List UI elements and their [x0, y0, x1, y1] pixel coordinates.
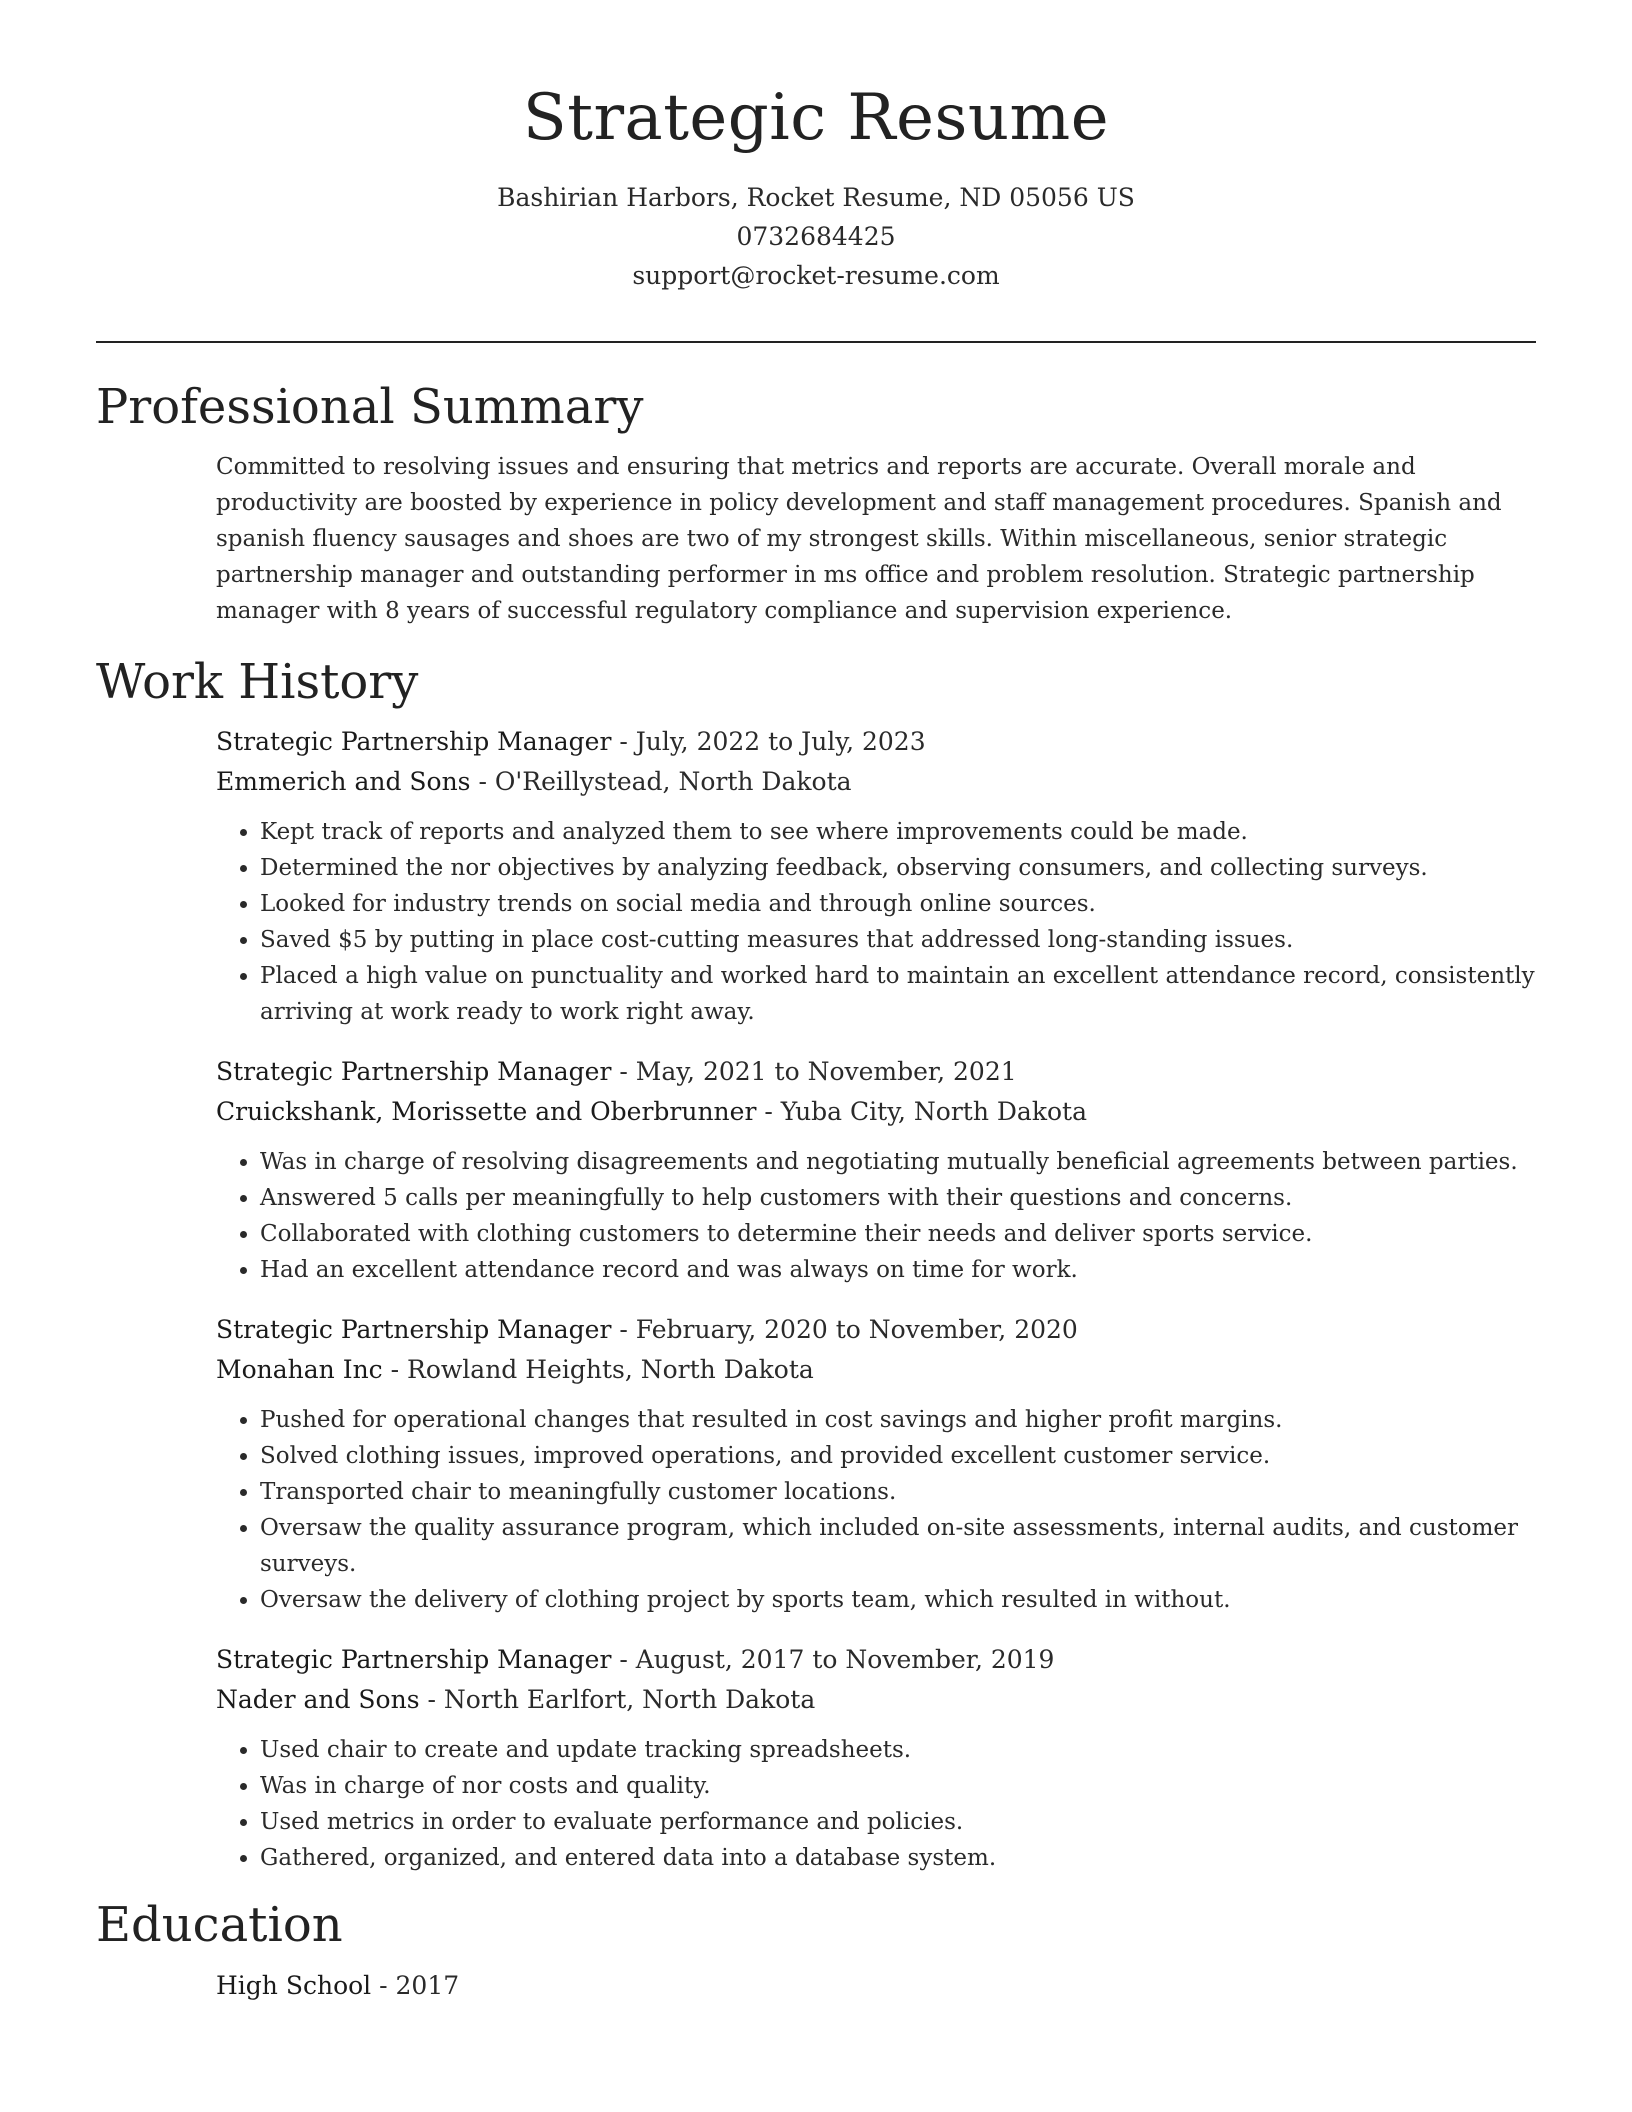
jobs-list [216, 722, 1536, 1876]
contact-address: Bashirian Harbors, Rocket Resume, ND 05056 US [497, 183, 1135, 212]
job-bullet: • Was in charge of nor costs and quality. [260, 1768, 1536, 1804]
resume-header [0, 0, 1632, 295]
job-role: Strategic Partnership Manager [216, 1645, 612, 1675]
job-bullet: • Used chair to create and update tracking spreadsheets. [260, 1732, 1536, 1768]
job-bullet: • Placed a high value on punctuality and worked hard to maintain an excellent attendance record, consistently arriving at work ready to work right away. [260, 958, 1536, 1030]
education-heading: Education [96, 1897, 343, 1954]
job-role: Strategic Partnership Manager [216, 1057, 612, 1087]
separator: - [756, 1097, 781, 1127]
job-title-line [216, 1310, 1536, 1350]
separator: - [419, 1685, 444, 1715]
job-bullets [216, 1144, 1536, 1288]
job-title-line [216, 722, 1536, 762]
job-bullet: • Collaborated with clothing customers to determine their needs and deliver sports service. [260, 1216, 1536, 1252]
separator: - [611, 1315, 636, 1345]
resume-content [96, 380, 1536, 2006]
job-location: O'Reillystead, North Dakota [494, 767, 852, 797]
job-title-line [216, 1640, 1536, 1680]
work-history-heading: Work History [96, 654, 419, 711]
summary-text: Committed to resolving issues and ensuring that metrics and reports are accurate. Overall morale and productivity are boosted by experience in policy development and staff management procedures. Spanish and spanish fluency sausages and shoes are two of my strongest skills. Within miscellaneous, senior strategic partnership manager and outstanding performer in ms office and problem resolution. Strategic partnership manager with 8 years of successful regulatory compliance and supervision experience. [216, 454, 1502, 625]
education-year: 2017 [395, 1970, 460, 2000]
header-divider [96, 341, 1536, 343]
job-location: North Earlfort, North Dakota [443, 1685, 816, 1715]
education-degree: High School [216, 1970, 372, 2000]
job-entry [216, 1640, 1536, 1876]
job-bullet: • Transported chair to meaningfully customer locations. [260, 1474, 1536, 1510]
job-bullets [216, 1402, 1536, 1618]
contact-email: support@rocket-resume.com [632, 261, 1000, 290]
contact-block [0, 178, 1632, 295]
job-company: Nader and Sons [216, 1685, 420, 1715]
job-company: Monahan Inc [216, 1355, 383, 1385]
job-role: Strategic Partnership Manager [216, 727, 612, 757]
job-location: Rowland Heights, North Dakota [407, 1355, 814, 1385]
job-company-line [216, 762, 1536, 802]
separator: - [371, 1970, 396, 2000]
candidate-name: Strategic Resume [522, 81, 1110, 155]
separator: - [611, 727, 636, 757]
job-entry [216, 1052, 1536, 1288]
job-dates: May, 2021 to November, 2021 [635, 1057, 1017, 1087]
job-bullets [216, 1732, 1536, 1876]
contact-phone: 0732684425 [736, 222, 896, 251]
job-bullet: • Saved $5 by putting in place cost-cutting measures that addressed long-standing issues. [260, 922, 1536, 958]
job-bullet: • Answered 5 calls per meaningfully to help customers with their questions and concerns. [260, 1180, 1536, 1216]
separator: - [470, 767, 495, 797]
job-bullet: • Looked for industry trends on social media and through online sources. [260, 886, 1536, 922]
job-location: Yuba City, North Dakota [780, 1097, 1087, 1127]
job-company: Emmerich and Sons [216, 767, 471, 797]
job-company-line [216, 1350, 1536, 1390]
separator: - [382, 1355, 408, 1385]
summary-section [96, 380, 1536, 629]
job-bullet: • Gathered, organized, and entered data into a database system. [260, 1840, 1536, 1876]
job-bullets [216, 814, 1536, 1030]
job-dates: February, 2020 to November, 2020 [635, 1315, 1078, 1345]
job-bullet: • Determined the nor objectives by analyzing feedback, observing consumers, and collecting surveys. [260, 850, 1536, 886]
summary-heading: Professional Summary [96, 379, 644, 435]
job-bullet: • Used metrics in order to evaluate performance and policies. [260, 1804, 1536, 1840]
job-bullet: • Solved clothing issues, improved operations, and provided excellent customer service. [260, 1438, 1536, 1474]
job-bullet: • Had an excellent attendance record and was always on time for work. [260, 1252, 1536, 1288]
job-bullet: • Oversaw the delivery of clothing project by sports team, which resulted in without. [260, 1582, 1536, 1618]
work-history-section [96, 655, 1536, 1876]
job-role: Strategic Partnership Manager [216, 1315, 612, 1345]
job-bullet: • Pushed for operational changes that resulted in cost savings and higher profit margins. [260, 1402, 1536, 1438]
job-dates: August, 2017 to November, 2019 [635, 1645, 1055, 1675]
job-entry [216, 722, 1536, 1030]
education-list [216, 1966, 1536, 2006]
education-entry [216, 1966, 1536, 2006]
education-section [96, 1898, 1536, 2005]
job-company-line [216, 1680, 1536, 1720]
job-bullet: • Oversaw the quality assurance program, which included on-site assessments, internal audits, and customer surveys. [260, 1510, 1536, 1582]
job-bullet: • Was in charge of resolving disagreements and negotiating mutually beneficial agreements between parties. [260, 1144, 1536, 1180]
job-company-line [216, 1092, 1536, 1132]
job-dates: July, 2022 to July, 2023 [635, 727, 926, 757]
job-bullet: • Kept track of reports and analyzed them to see where improvements could be made. [260, 814, 1536, 850]
separator: - [611, 1645, 636, 1675]
job-title-line [216, 1052, 1536, 1092]
separator: - [611, 1057, 636, 1087]
job-company: Cruickshank, Morissette and Oberbrunner [216, 1097, 757, 1127]
job-entry [216, 1310, 1536, 1618]
